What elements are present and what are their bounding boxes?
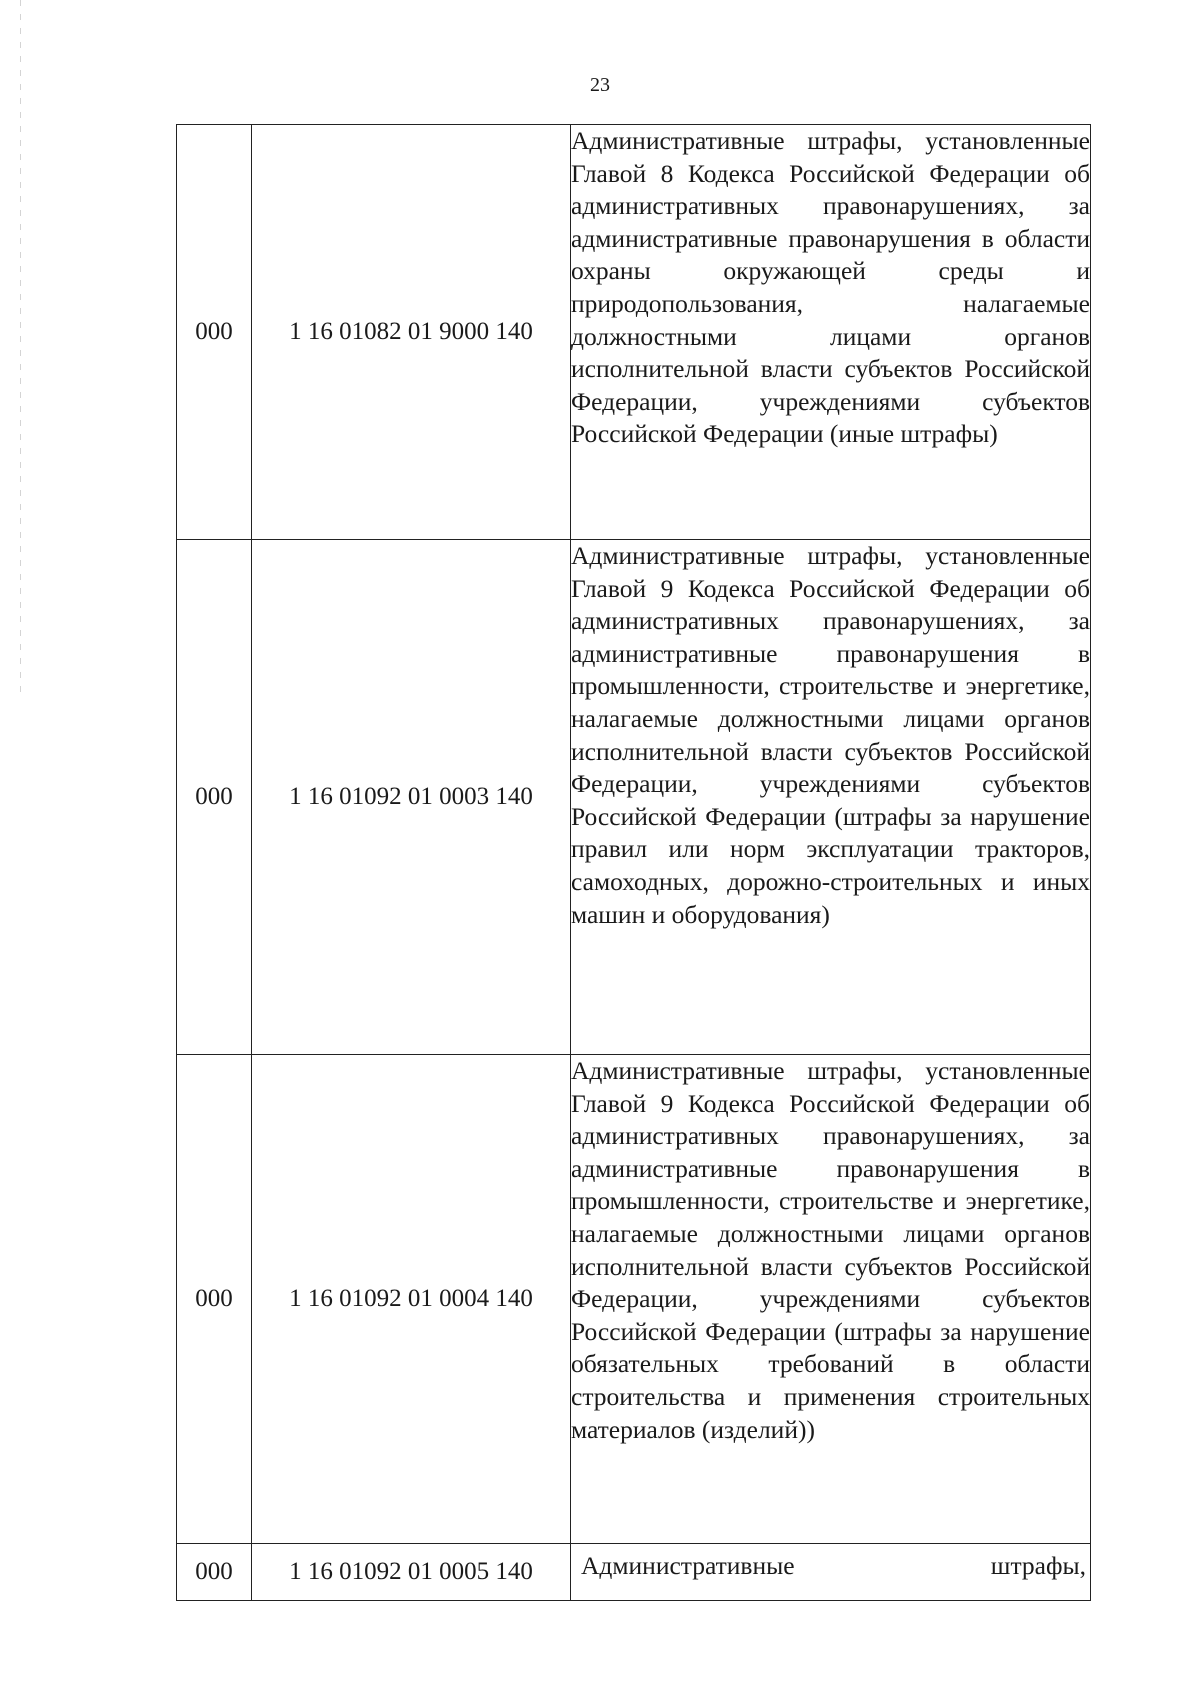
description-cell: Административные штрафы, установленные Главой 8 Кодекса Российской Федерации об административных правонарушениях, за административные правонарушения в области охраны окружающей среды и природопользования, налагаемые должностными лицами органов исполнительной власти субъектов Российской Федерации, учреждениями субъектов Российской Федерации (иные штрафы) [571,125,1091,540]
description-cell: Административные штрафы, [571,1544,1091,1601]
scan-edge-mark [20,0,21,700]
budget-code-cell: 1 16 01092 01 0003 140 [252,540,571,1055]
page-number: 23 [590,74,610,96]
table-row [177,540,1091,1055]
table-row [177,125,1091,540]
admin-code-cell: 000 [177,540,252,1055]
admin-code-cell: 000 [177,125,252,540]
description-cell: Административные штрафы, установленные Главой 9 Кодекса Российской Федерации об административных правонарушениях, за административные правонарушения в промышленности, строительстве и энергетике, налагаемые должностными лицами органов исполнительной власти субъектов Российской Федерации, учреждениями субъектов Российской Федерации (штрафы за нарушение правил или норм эксплуатации тракторов, самоходных, дорожно-строительных и иных машин и оборудования) [571,540,1091,1055]
description-cell: Административные штрафы, установленные Главой 9 Кодекса Российской Федерации об административных правонарушениях, за административные правонарушения в промышленности, строительстве и энергетике, налагаемые должностными лицами органов исполнительной власти субъектов Российской Федерации, учреждениями субъектов Российской Федерации (штрафы за нарушение обязательных требований в области строительства и применения строительных материалов (изделий)) [571,1055,1091,1544]
table-row [177,1055,1091,1544]
admin-code-cell: 000 [177,1544,252,1601]
budget-codes-table [176,124,1091,1601]
admin-code-cell: 000 [177,1055,252,1544]
budget-code-cell: 1 16 01092 01 0005 140 [252,1544,571,1601]
table-row [177,1544,1091,1601]
budget-code-cell: 1 16 01082 01 9000 140 [252,125,571,540]
budget-code-cell: 1 16 01092 01 0004 140 [252,1055,571,1544]
